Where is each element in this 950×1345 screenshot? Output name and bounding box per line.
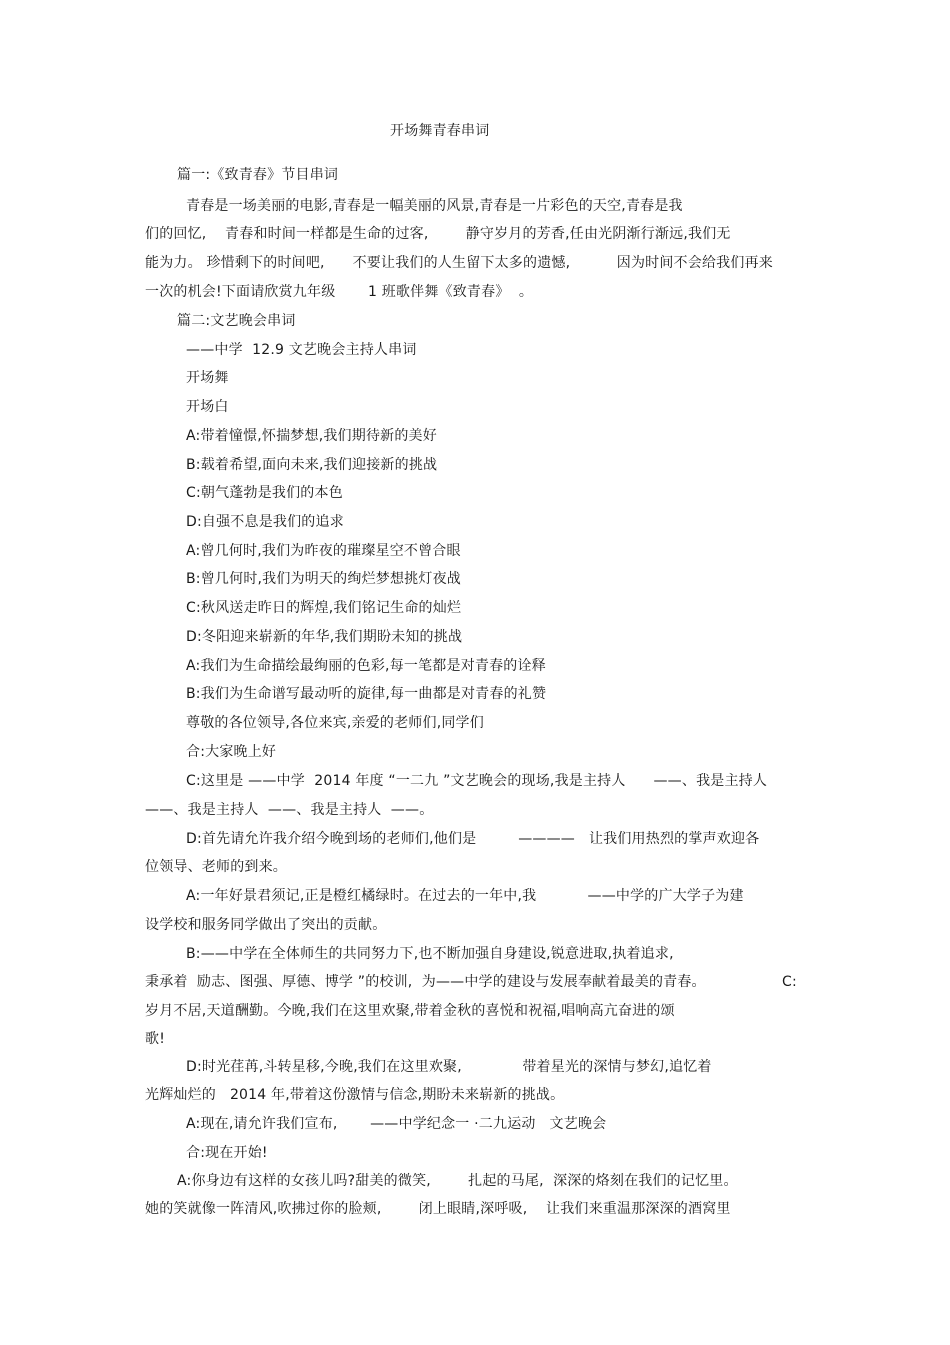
paragraph-line: C:秋风送走昨日的辉煌,我们铭记生命的灿烂 (186, 600, 462, 616)
paragraph-line: 们的回忆, 青春和时间一样都是生命的过客, 静守岁月的芳香,任由光阴渐行渐远,我们无 (145, 226, 731, 242)
paragraph-line: A:一年好景君须记,正是橙红橘绿时。在过去的一年中,我 ——中学的广大学子为建 (186, 888, 744, 904)
paragraph-line: B:——中学在全体师生的共同努力下,也不断加强自身建设,锐意进取,执着追求, (186, 946, 674, 962)
paragraph-line: D:时光荏苒,斗转星移,今晚,我们在这里欢聚, 带着星光的深情与梦幻,追忆着 (186, 1059, 712, 1075)
document-title: 开场舞青春串词 (390, 123, 490, 139)
paragraph-line: A:你身边有这样的女孩儿吗?甜美的微笑, 扎起的马尾, 深深的烙刻在我们的记忆里。 (177, 1173, 738, 1189)
paragraph-line: A:带着憧憬,怀揣梦想,我们期待新的美好 (186, 428, 437, 444)
paragraph-line: 歌! (145, 1031, 166, 1047)
paragraph-line: 岁月不居,天道酬勤。今晚,我们在这里欢聚,带着金秋的喜悦和祝福,唱响高亢奋进的颂 (145, 1003, 675, 1019)
paragraph-line: 她的笑就像一阵清风,吹拂过你的脸颊, 闭上眼睛,深呼吸, 让我们来重温那深深的酒窝里 (145, 1201, 731, 1217)
paragraph-line: A:我们为生命描绘最绚丽的色彩,每一笔都是对青春的诠释 (186, 658, 546, 674)
paragraph-line: B:载着希望,面向未来,我们迎接新的挑战 (186, 457, 438, 473)
paragraph-line: 合:现在开始! (186, 1145, 268, 1161)
paragraph-line: B:我们为生命谱写最动听的旋律,每一曲都是对青春的礼赞 (186, 686, 547, 702)
paragraph-line: 开场白 (186, 399, 229, 415)
paragraph-line: D:自强不息是我们的追求 (186, 514, 344, 530)
paragraph-line: C:朝气蓬勃是我们的本色 (186, 485, 343, 501)
paragraph-line: D:冬阳迎来崭新的年华,我们期盼未知的挑战 (186, 629, 463, 645)
paragraph-line: 青春是一场美丽的电影,青春是一幅美丽的风景,青春是一片彩色的天空,青春是我 (186, 198, 683, 214)
paragraph-line: 位领导、老师的到来。 (145, 859, 287, 875)
section-heading: 篇二:文艺晚会串词 (177, 313, 296, 329)
paragraph-line: A:曾几何时,我们为昨夜的璀璨星空不曾合眼 (186, 543, 461, 559)
paragraph-line: 光辉灿烂的 2014 年,带着这份激情与信念,期盼未来崭新的挑战。 (145, 1087, 565, 1103)
paragraph-line: 秉承着 励志、图强、厚德、博学 ”的校训, 为——中学的建设与发展奉献着最美的青春。 (145, 974, 706, 990)
paragraph-line: D:首先请允许我介绍今晚到场的老师们,他们是 ———— 让我们用热烈的掌声欢迎各 (186, 831, 760, 847)
paragraph-line: 合:大家晚上好 (186, 744, 277, 760)
paragraph-line: ——、我是主持人 ——、我是主持人 ——。 (145, 802, 434, 818)
paragraph-line: 尊敬的各位领导,各位来宾,亲爱的老师们,同学们 (186, 715, 484, 731)
paragraph-line: 能为力。 珍惜剩下的时间吧, 不要让我们的人生留下太多的遗憾, 因为时间不会给我们再来 (145, 255, 773, 271)
paragraph-line: C: (782, 974, 797, 990)
paragraph-line: A:现在,请允许我们宣布, ——中学纪念一 ·二九运动 文艺晚会 (186, 1116, 607, 1132)
paragraph-line: 设学校和服务同学做出了突出的贡献。 (145, 917, 387, 933)
section-heading: 篇一:《致青春》节目串词 (177, 167, 339, 183)
paragraph-line: 一次的机会!下面请欣赏九年级 1 班歌伴舞《致青春》 。 (145, 284, 534, 300)
paragraph-line: ——中学 12.9 文艺晚会主持人串词 (186, 342, 417, 358)
paragraph-line: 开场舞 (186, 370, 229, 386)
paragraph-line: B:曾几何时,我们为明天的绚烂梦想挑灯夜战 (186, 571, 461, 587)
paragraph-line: C:这里是 ——中学 2014 年度 “一二九 ”文艺晚会的现场,我是主持人 ——、我是主持人 (186, 773, 768, 789)
